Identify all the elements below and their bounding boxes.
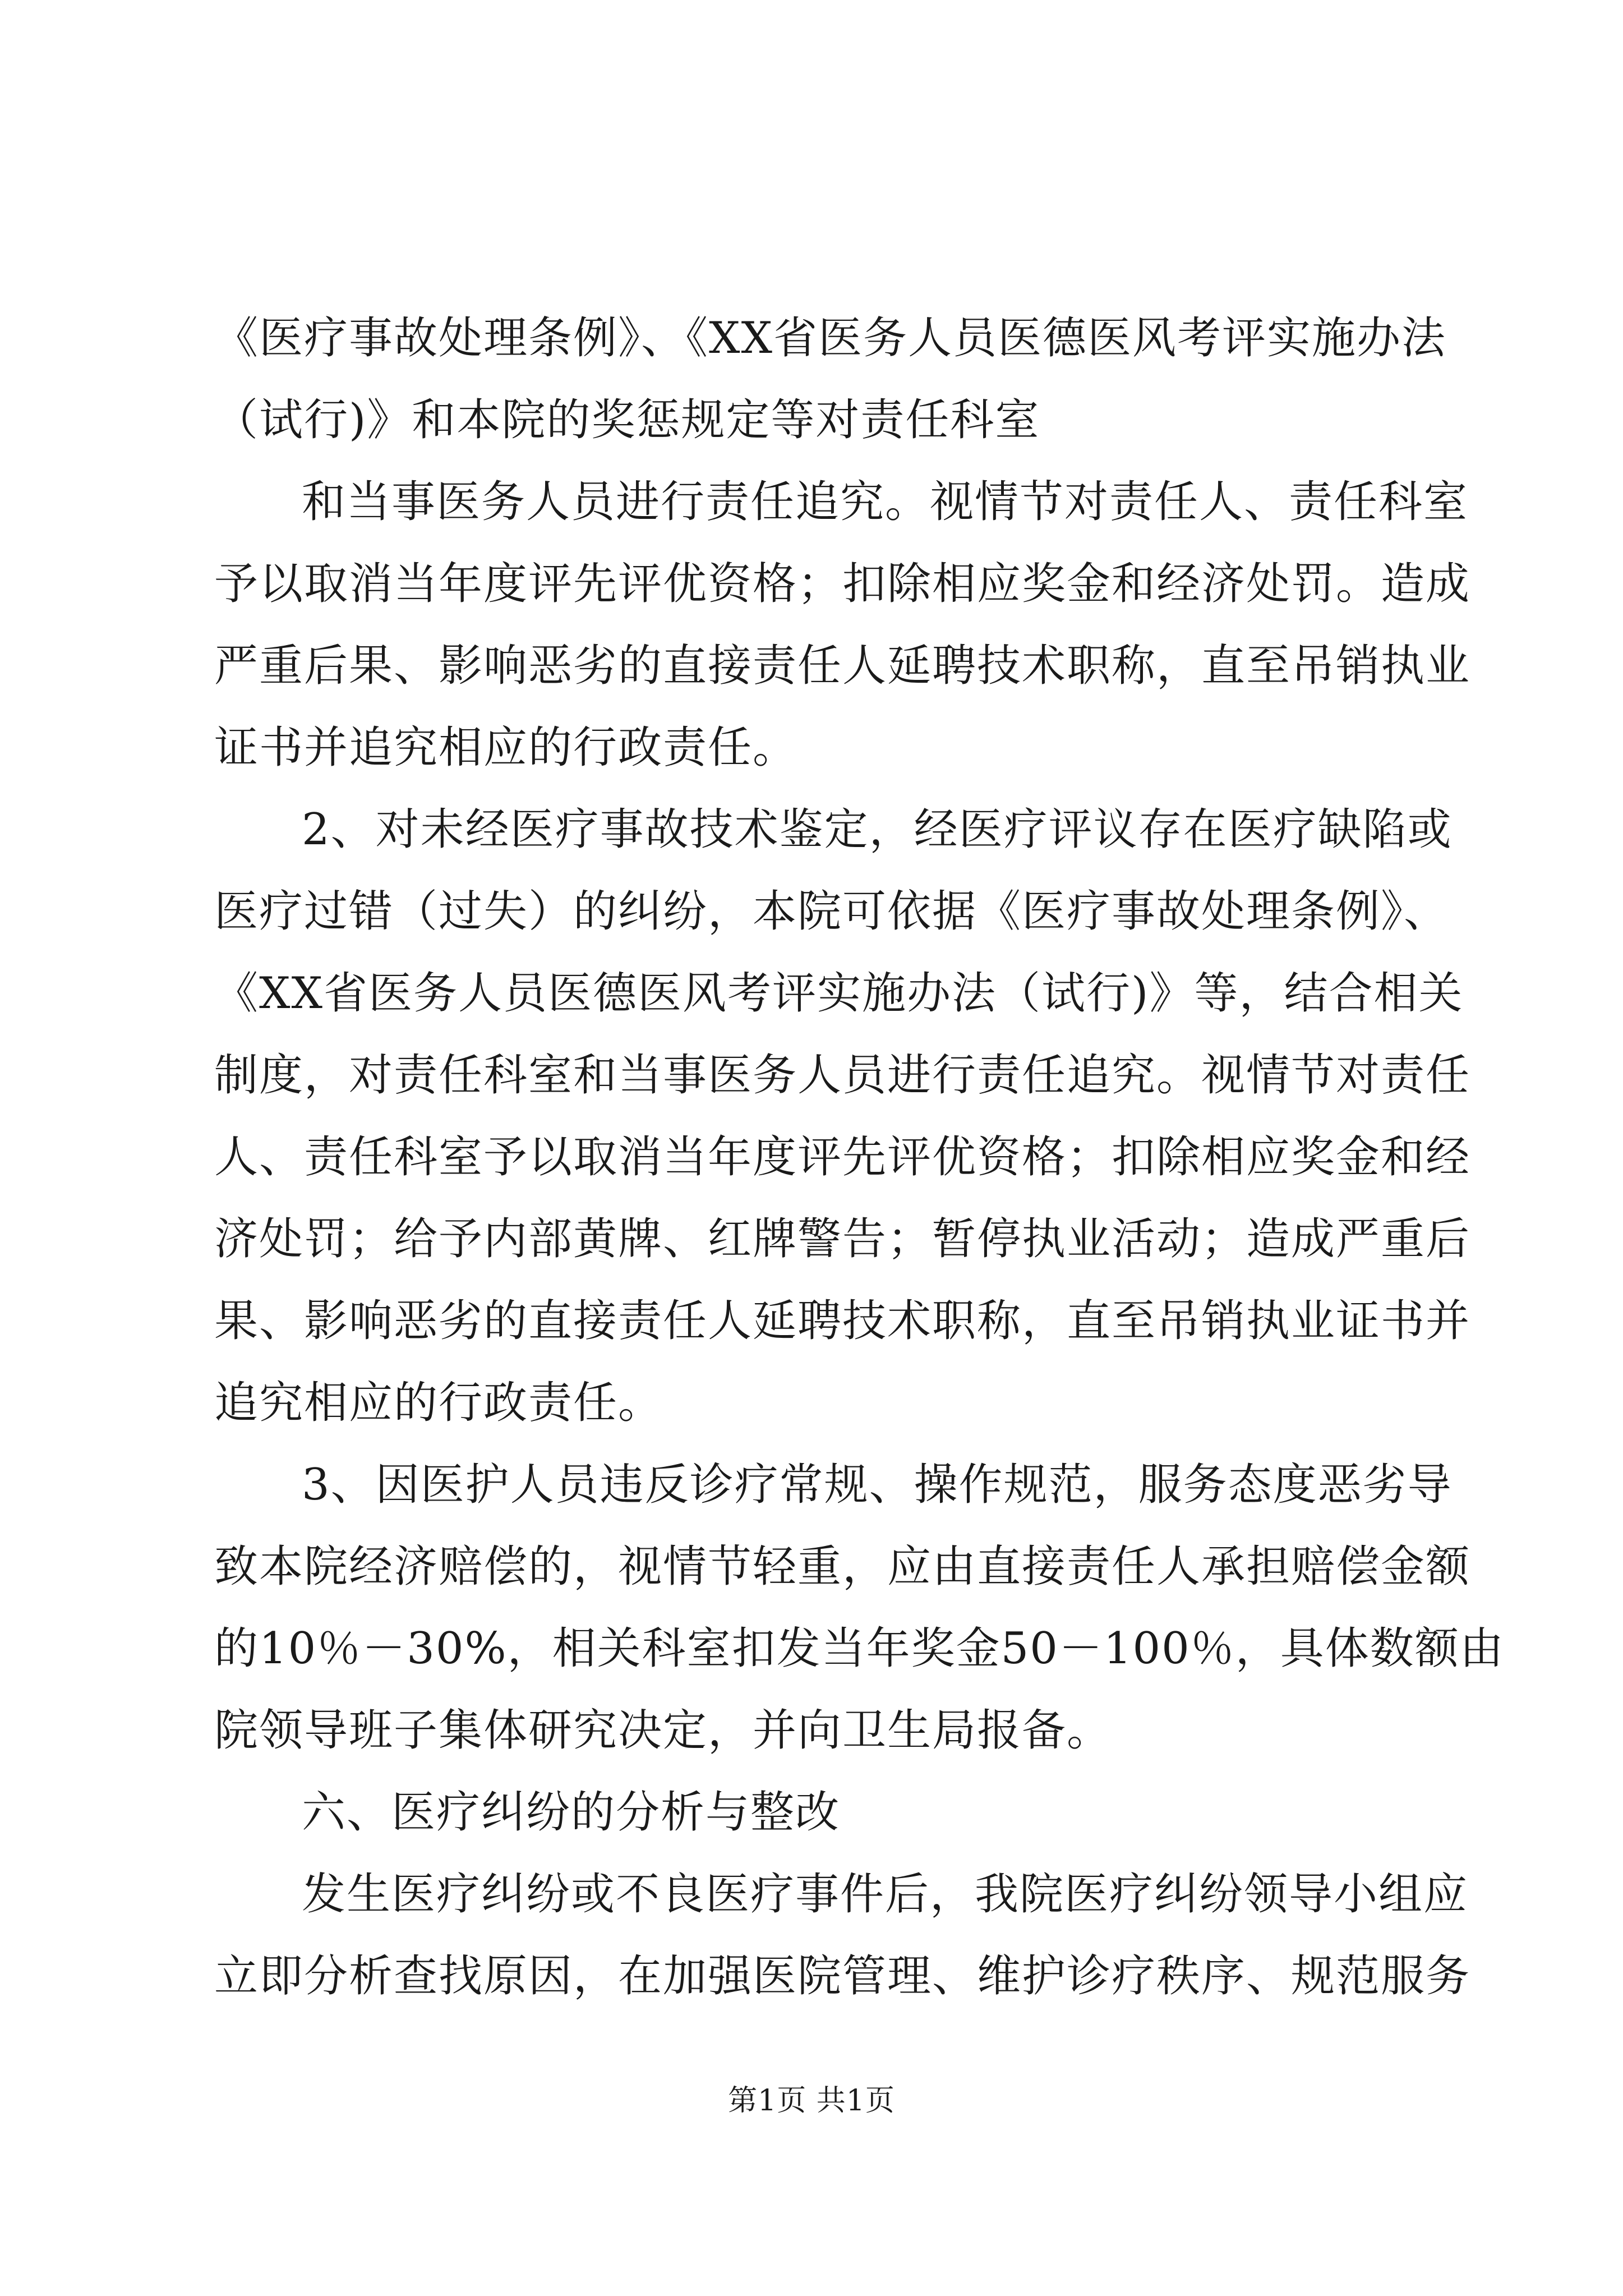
paragraph-start-line: 3、因医护人员违反诊疗常规、操作规范，服务态度恶劣导 <box>302 1460 1453 1510</box>
section-heading: 六、医疗纠纷的分析与整改 <box>302 1787 841 1838</box>
page-footer: 第1页 共1页 <box>728 2084 895 2118</box>
text-line: 济处罚；给予内部黄牌、红牌警告；暂停执业活动；造成严重后 <box>214 1214 1471 1264</box>
text-line: 严重后果、影响恶劣的直接责任人延聘技术职称，直至吊销执业 <box>214 641 1471 691</box>
text-line: 果、影响恶劣的直接责任人延聘技术职称，直至吊销执业证书并 <box>214 1296 1471 1346</box>
paragraph-start-line: 2、对未经医疗事故技术鉴定，经医疗评议存在医疗缺陷或 <box>302 804 1453 855</box>
text-line: （试行)》和本院的奖惩规定等对责任科室 <box>214 395 1040 445</box>
text-line: 人、责任科室予以取消当年度评先评优资格；扣除相应奖金和经 <box>214 1132 1471 1182</box>
paragraph-start-line: 发生医疗纠纷或不良医疗事件后，我院医疗纠纷领导小组应 <box>302 1869 1469 1920</box>
text-line: 致本院经济赔偿的，视情节轻重，应由直接责任人承担赔偿金额 <box>214 1542 1471 1592</box>
text-line: 追究相应的行政责任。 <box>214 1378 663 1428</box>
text-line: 制度，对责任科室和当事医务人员进行责任追究。视情节对责任 <box>214 1050 1471 1101</box>
text-line: 医疗过错（过失）的纠纷，本院可依据《医疗事故处理条例》、 <box>214 886 1449 937</box>
text-line: 证书并追究相应的行政责任。 <box>214 723 798 773</box>
document-body <box>214 297 1505 2017</box>
text-line: 的10％－30%，相关科室扣发当年奖金50－100％，具体数额由 <box>214 1623 1505 1674</box>
text-line: 院领导班子集体研究决定，并向卫生局报备。 <box>214 1705 1112 1756</box>
text-line: 《医疗事故处理条例》、《XX省医务人员医德医风考评实施办法 <box>214 313 1447 364</box>
text-line: 予以取消当年度评先评优资格；扣除相应奖金和经济处罚。造成 <box>214 559 1471 609</box>
text-line: 《XX省医务人员医德医风考评实施办法（试行)》等，结合相关 <box>214 968 1464 1019</box>
text-line: 立即分析查找原因，在加强医院管理、维护诊疗秩序、规范服务 <box>214 1951 1471 2001</box>
paragraph-start-line: 和当事医务人员进行责任追究。视情节对责任人、责任科室 <box>302 477 1469 527</box>
